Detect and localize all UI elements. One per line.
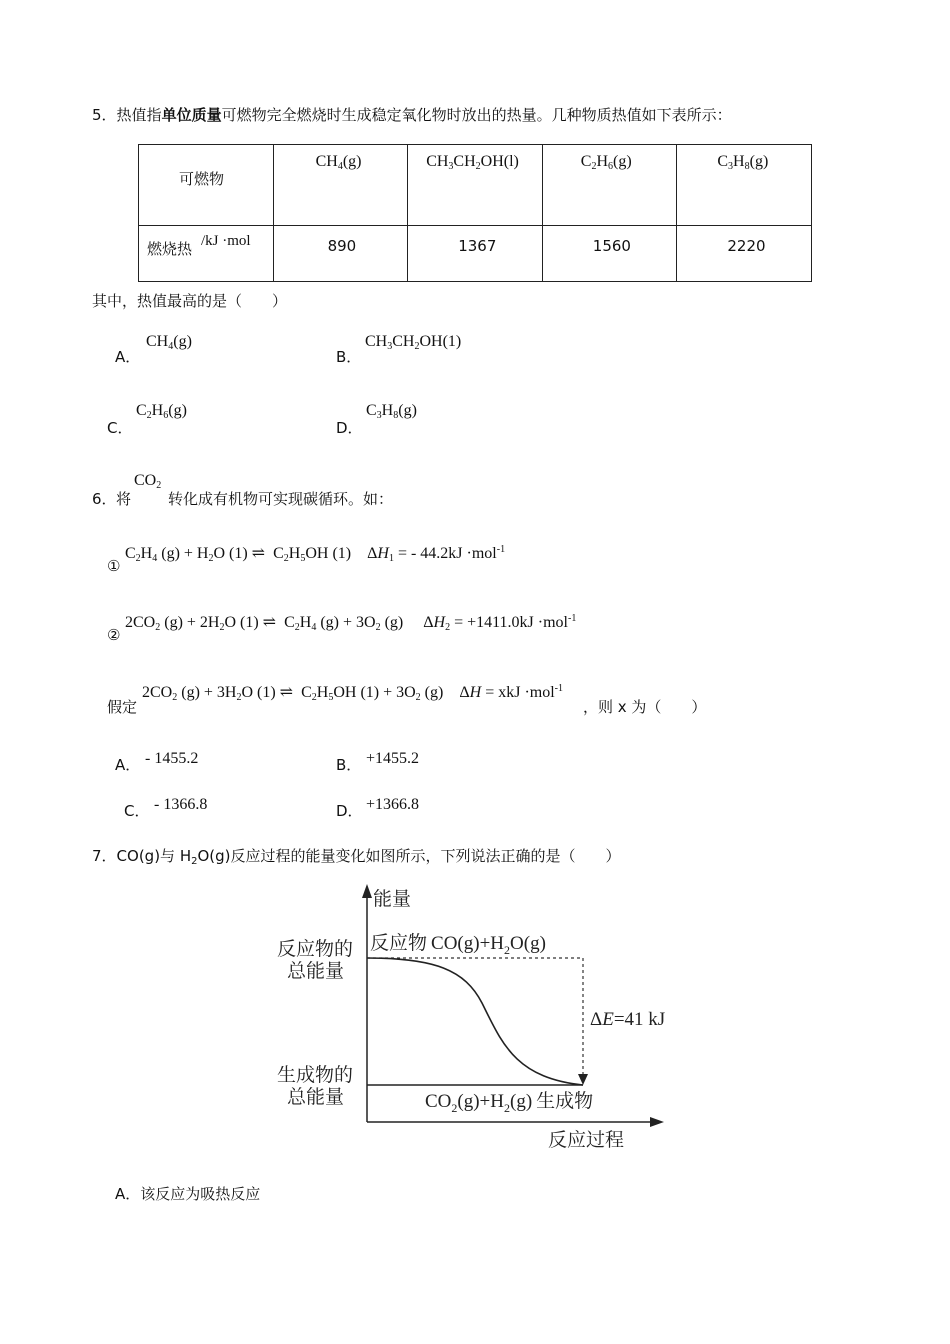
q5-stem-b: 可燃物完全燃烧时生成稳定氧化物时放出的热量。几种物质热值如下表所示： xyxy=(221,106,732,124)
row1-label: 可燃物 xyxy=(179,170,225,188)
y-axis-arrow-icon xyxy=(362,884,372,898)
q6-option-d-label[interactable]: D． xyxy=(336,802,363,820)
q5-option-a-label[interactable]: A． xyxy=(115,348,141,366)
q7-stem-a: CO(g)与 H xyxy=(116,847,192,865)
q6-stem-a: 将 xyxy=(116,490,132,508)
reactant-label-text: 反应物 xyxy=(370,933,428,954)
equation-1: $C_2H_4$ $(g) + H_2O$ (1) ⇌ $C_2H_5OH$ (1) $\Delta H_1$ = - 44.2kJ ·mol$^{-1}$ xyxy=(125,544,506,564)
value-c3h8: 2220 xyxy=(727,237,766,255)
q5-option-c[interactable]: $C_2H_6(g)$ xyxy=(136,402,187,421)
reactant-total-label-2: 总能量 xyxy=(287,961,345,982)
eq1-marker: ① xyxy=(107,557,121,575)
formula-ethanol: $CH_3CH_2OH(l)$ xyxy=(426,153,519,172)
q6-option-b-label[interactable]: B． xyxy=(336,756,362,774)
q6-stem-b: 转化成有机物可实现碳循环。如： xyxy=(168,490,394,508)
product-label-text: 生成物 xyxy=(536,1091,594,1112)
value-ethanol: 1367 xyxy=(458,237,497,255)
q5-question: 其中，热值最高的是（ ） xyxy=(92,292,288,310)
row2-label: 燃烧热 xyxy=(147,240,193,258)
q6-option-b[interactable]: +1455.2 xyxy=(366,750,420,767)
formula-c2h6: $C_2H_6(g)$ xyxy=(580,153,632,172)
q6-co2: $CO_2$ xyxy=(134,472,162,491)
q5-stem-bold: 单位质量 xyxy=(161,106,222,124)
q6-option-a-label[interactable]: A． xyxy=(115,756,141,774)
eq1-dh: = - 44.2kJ ·mol xyxy=(397,545,497,562)
q5-option-c-label[interactable]: C． xyxy=(107,419,133,437)
q5-option-b-label[interactable]: B． xyxy=(336,348,362,366)
formula-c3h8: $C_3H_8(g)$ xyxy=(717,153,769,172)
eq3-dh: = xkJ ·mol xyxy=(485,684,555,701)
q7-option-a[interactable]: A．该反应为吸热反应 xyxy=(115,1185,261,1203)
q6-option-c-label[interactable]: C． xyxy=(124,802,150,820)
y-axis-label: 能量 xyxy=(373,889,412,910)
delta-e-arrow-icon xyxy=(578,1074,588,1085)
delta-e-label: ΔE=41 kJ xyxy=(590,1009,666,1030)
q5-stem-a: 热值指 xyxy=(116,106,162,124)
eq2-dh: = +1411.0kJ ·mol xyxy=(454,614,568,631)
product-total-label-2: 总能量 xyxy=(287,1087,345,1108)
q5-option-d[interactable]: $C_3H_8(g)$ xyxy=(366,402,417,421)
q7-stem-b: O(g)反应过程的能量变化如图所示，下列说法正确的是（ ） xyxy=(197,847,621,865)
eq2-marker: ② xyxy=(107,626,121,644)
q6-option-c[interactable]: - 1366.8 xyxy=(154,796,208,813)
delta-e-value: =41 kJ xyxy=(613,1009,666,1030)
q7-stem: 7．CO(g)与 $H_2O(g)$反应过程的能量变化如图所示，下列说法正确的是（ ） xyxy=(92,847,621,867)
value-c2h6: 1560 xyxy=(592,237,631,255)
q6-number: 6． xyxy=(92,490,117,508)
q5-option-b[interactable]: $CH_3CH_2OH(1)$ xyxy=(365,333,462,352)
energy-curve xyxy=(367,958,583,1085)
equation-3: $2CO_2$ $(g) + 3H_2O$ (1) ⇌ $C_2H_5OH$ $(1) + 3O_2$ (g) ΔH = xkJ ·mol$^{-1}$ xyxy=(142,683,563,703)
q5-stem xyxy=(92,104,732,125)
q5-option-d-label[interactable]: D． xyxy=(336,419,363,437)
product-label: $CO_2(g)+H_2(g)$ 生成物 xyxy=(425,1091,594,1115)
q5-option-a[interactable]: $CH_4(g)$ xyxy=(146,333,192,352)
energy-diagram xyxy=(270,878,690,1158)
q7-number: 7． xyxy=(92,847,117,865)
equation-2: $2CO_2$ $(g) + 2H_2O$ (1) ⇌ $C_2H_4$ $(g) + 3O_2$ (g) $\Delta H_2 = +1411.0kJ \cdot mol^{-1}$ xyxy=(125,613,577,633)
q6-assume: 假定 xyxy=(107,698,138,716)
heat-value-table xyxy=(138,144,812,282)
x-axis-label: 反应过程 xyxy=(548,1130,625,1151)
q6-option-d[interactable]: +1366.8 xyxy=(366,796,420,813)
reactant-total-label-1: 反应物的 xyxy=(277,939,354,960)
product-total-label-1: 生成物的 xyxy=(277,1065,354,1086)
x-axis-arrow-icon xyxy=(650,1117,664,1127)
formula-ch4: $CH_4(g)$ xyxy=(315,153,362,172)
table-row xyxy=(139,226,812,282)
table-row xyxy=(139,145,812,226)
row2-unit: /kJ ·mol xyxy=(201,233,251,249)
q5-number: 5． xyxy=(92,106,117,124)
reactant-label: 反应物 $CO(g)+H_2O(g)$ xyxy=(370,933,546,957)
q6-question-tail: ，则 x 为（ ） xyxy=(583,698,707,716)
value-ch4: 890 xyxy=(327,237,357,255)
q6-option-a[interactable]: - 1455.2 xyxy=(145,750,199,767)
